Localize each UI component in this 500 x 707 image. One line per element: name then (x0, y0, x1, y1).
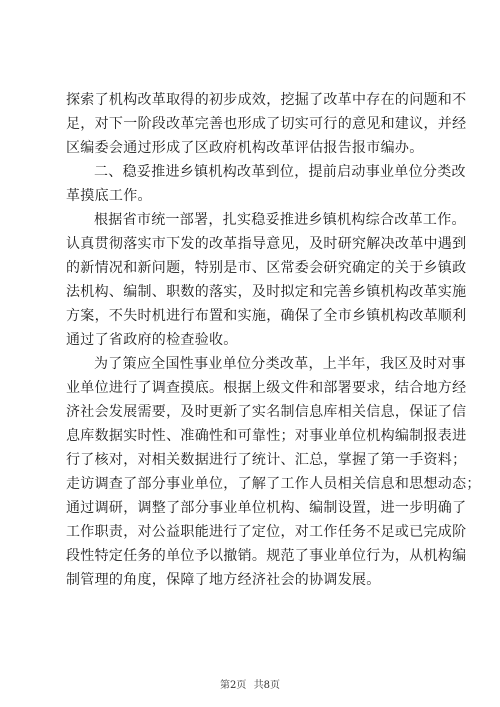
text-line: 业单位进行了调查摸底。根据上级文件和部署要求，结合地方经 (66, 380, 467, 396)
page-footer (0, 676, 500, 691)
text-line: 足，对下一阶段改革完善也形成了切实可行的意见和建议，并经 (66, 116, 467, 132)
text-line: 息库数据实时性、准确性和可靠性；对事业单位机构编制报表进 (66, 428, 467, 444)
text-line: 济社会发展需要，及时更新了实名制信息库相关信息，保证了信 (66, 404, 467, 420)
text-line: 制管理的角度，保障了地方经济社会的协调发展。 (66, 572, 381, 588)
document-body (66, 88, 481, 592)
text-line: 通过调研，调整了部分事业单位机构、编制设置，进一步明确了 (66, 500, 467, 516)
text-line: 认真贯彻落实市下发的改革指导意见，及时研究解决改革中遇到 (66, 236, 467, 252)
section-heading-line: 二、稳妥推进乡镇机构改革到位，提前启动事业单位分类改 (94, 164, 466, 180)
paragraph-start-line: 为了策应全国性事业单位分类改革，上半年，我区及时对事 (94, 356, 466, 372)
text-line: 方案，不失时机进行布置和实施，确保了全市乡镇机构改革顺利 (66, 308, 467, 324)
page-total: 共8页 (253, 680, 280, 691)
text-line: 探索了机构改革取得的初步成效，挖掘了改革中存在的问题和不 (66, 92, 467, 108)
paragraph-start-line: 根据省市统一部署，扎实稳妥推进乡镇机构综合改革工作。 (94, 212, 466, 228)
text-line: 通过了省政府的检查验收。 (66, 332, 238, 348)
text-line: 走访调查了部分事业单位，了解了工作人员相关信息和思想动态； (66, 476, 481, 492)
text-line: 段性特定任务的单位予以撤销。规范了事业单位行为，从机构编 (66, 548, 467, 564)
text-line: 工作职责，对公益职能进行了定位，对工作任务不足或已完成阶 (66, 524, 467, 540)
text-line: 行了核对，对相关数据进行了统计、汇总，掌握了第一手资料； (66, 452, 467, 468)
page-number: 第2页 (220, 680, 247, 691)
text-line: 的新情况和新问题，特别是市、区常委会研究确定的关于乡镇政 (66, 260, 467, 276)
text-line: 区编委会通过形成了区政府机构改革评估报告报市编办。 (66, 140, 424, 156)
section-heading-line: 革摸底工作。 (66, 188, 152, 204)
text-line: 法机构、编制、职数的落实，及时拟定和完善乡镇机构改革实施 (66, 284, 467, 300)
